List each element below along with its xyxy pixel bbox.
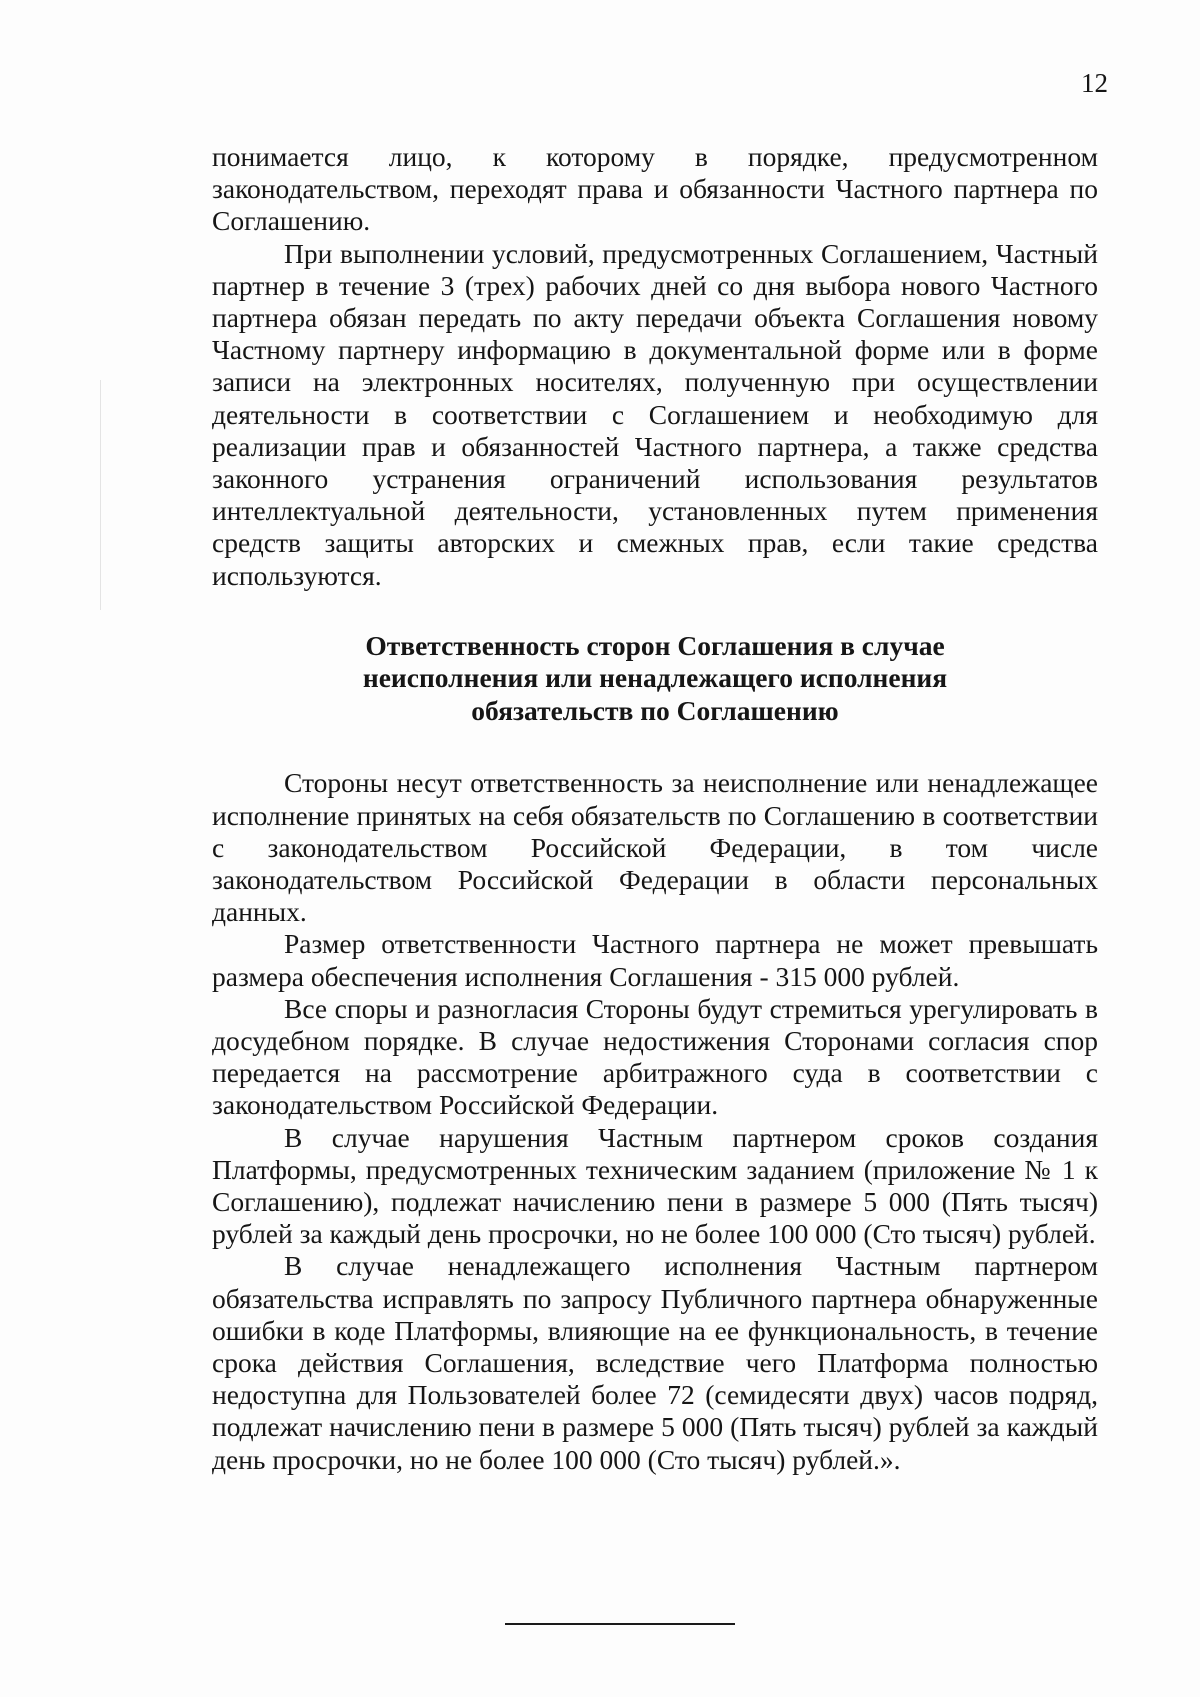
paragraph-deadline-penalty: В случае нарушения Частным партнером сроков создания Платформы, предусмотренных техническим заданием (приложение № 1 к Соглашению), подлежат начислению пени в размере 5 000 (Пять тысяч) рублей за каждый день просрочки, но не более 100 000 (Сто тысяч) рублей.: [212, 1121, 1098, 1250]
paragraph-liability-limit: Размер ответственности Частного партнера не может превышать размера обеспечения исполнения Соглашения - 315 000 рублей.: [212, 928, 1098, 992]
document-body: [212, 141, 1098, 1476]
scan-artifact: [100, 380, 101, 610]
heading-line: неисполнения или ненадлежащего исполнения: [362, 662, 948, 694]
section-heading-liability: [212, 630, 1098, 728]
heading-line: Ответственность сторон Соглашения в случае: [365, 629, 945, 661]
paragraph-error-fix-penalty: В случае ненадлежащего исполнения Частным партнером обязательства исправлять по запросу Публичного партнера обнаруженные ошибки в коде Платформы, влияющие на ее функциональность, в течение срока действия Соглашения, вследствие чего Платформа полностью недоступна для Пользователей более 72 (семидесяти двух) часов подряд, подлежат начислению пени в размере 5 000 (Пять тысяч) рублей за каждый день просрочки, но не более 100 000 (Сто тысяч) рублей.».: [212, 1250, 1098, 1475]
paragraph-successor-definition: понимается лицо, к которому в порядке, предусмотренном законодательством, переходят права и обязанности Частного партнера по Соглашению.: [212, 141, 1098, 237]
paragraph-disputes: Все споры и разногласия Стороны будут стремиться урегулировать в досудебном порядке. В случае недостижения Сторонами согласия спор передается на рассмотрение арбитражного суда в соответствии с законодательством Российской Федерации.: [212, 992, 1098, 1121]
paragraph-transfer-obligations: При выполнении условий, предусмотренных Соглашением, Частный партнер в течение 3 (трех) рабочих дней со дня выбора нового Частного партнера обязан передать по акту передачи объекта Соглашения новому Частному партнеру информацию в документальной форме или в форме записи на электронных носителях, полученную при осуществлении деятельности в соответствии с Соглашением и необходимую для реализации прав и обязанностей Частного партнера, а также средства законного устранения ограничений использования результатов интеллектуальной деятельности, установленных путем применения средств защиты авторских и смежных прав, если такие средства используются.: [212, 237, 1098, 591]
heading-line: обязательств по Соглашению: [471, 694, 839, 726]
paragraph-parties-liability: Стороны несут ответственность за неисполнение или ненадлежащее исполнение принятых на себя обязательств по Соглашению в соответствии с законодательством Российской Федерации, в том числе законодательством Российской Федерации в области персональных данных.: [212, 767, 1098, 928]
end-of-text-rule: [505, 1623, 735, 1625]
page-number: 12: [1081, 68, 1108, 98]
